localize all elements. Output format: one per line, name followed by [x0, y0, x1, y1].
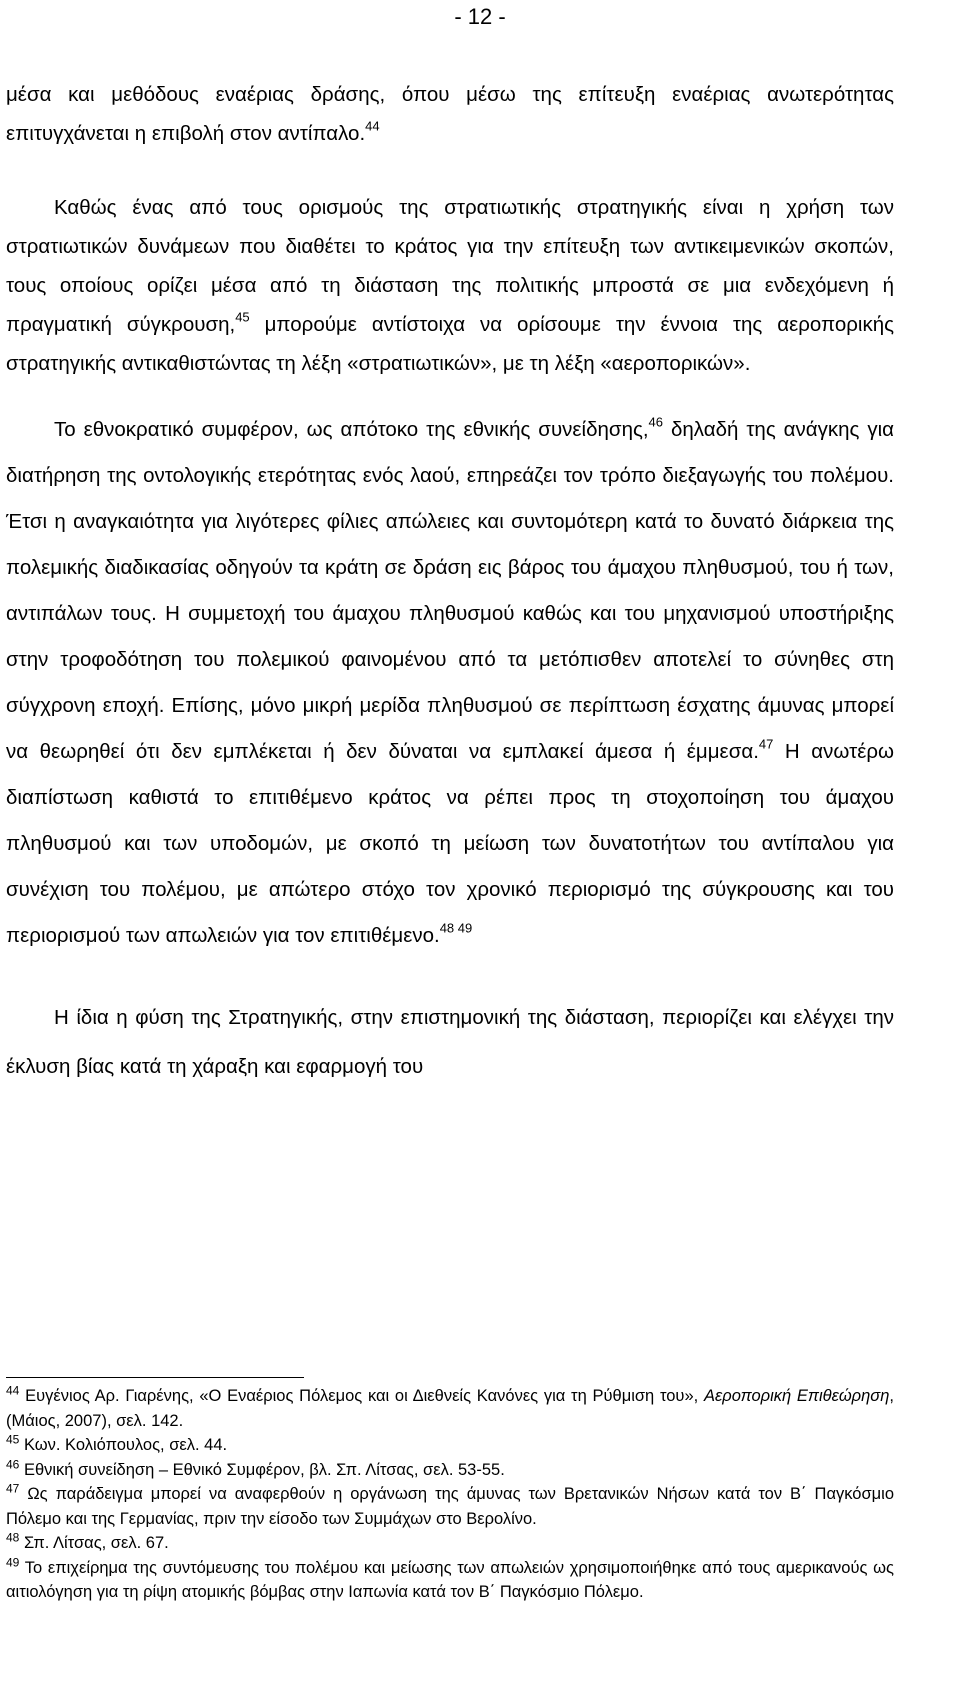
- paragraph-3-text-a: Το εθνοκρατικό συμφέρον, ως απότοκο της εθνικής συνείδησης,: [54, 418, 649, 441]
- paragraph-1: [6, 75, 894, 153]
- footnote-45: [6, 1433, 894, 1458]
- paragraph-2-text-a: Καθώς ένας από τους ορισμούς της στρατιωτικής στρατηγικής είναι η χρήση των στρατιωτικών δυνάμεων που διαθέτει το κράτος για την επίτευξη των αντικειμενικών σκοπών, τους οποίους ορίζει μέσα από τη διάσταση της πολιτικής μπροστά σε μια ενδεχόμενη ή πραγματική σύγκρουση,: [6, 196, 894, 336]
- footnote-text: , (Μάιος, 2007), σελ. 142.: [6, 1387, 894, 1430]
- footnote-text: Σπ. Λίτσας, σελ. 67.: [19, 1534, 169, 1552]
- footnote-ref-48-49[interactable]: 48 49: [439, 920, 473, 936]
- paragraph-3-text-c: Η ανωτέρω διαπίστωση καθιστά το επιτιθέμενο κράτος να ρέπει προς τη στοχοποίηση του άμαχου πληθυσμού και των υποδομών, με σκοπό τη μείωση των δυνατοτήτων του αντίπαλου για συνέχιση του πολέμου, με απώτερο στόχο τον χρονικό περιορισμό της σύγκρουσης και του περιορισμού των απωλειών για τον επιτιθέμενο.: [6, 740, 894, 947]
- footnote-number: 47: [6, 1481, 20, 1496]
- footnote-49: [6, 1556, 894, 1605]
- paragraph-4: [6, 993, 894, 1091]
- paragraph-4-text: Η ίδια η φύση της Στρατηγικής, στην επιστημονική της διάσταση, περιορίζει και ελέγχει την έκλυση βίας κατά τη χάραξη και εφαρμογή του: [6, 1006, 894, 1078]
- footnote-ref-45[interactable]: 45: [235, 309, 250, 325]
- footnote-46: [6, 1458, 894, 1483]
- footnote-text: Το επιχείρημα της συντόμευσης του πολέμου και μείωσης των απωλειών χρησιμοποιήθηκε από τους αμερικανούς ως αιτιολόγηση για τη ρίψη ατομικής βόμβας στην Ιαπωνία κατά τον Β΄ Παγκόσμιο Πόλεμο.: [6, 1558, 894, 1601]
- page-number: - 12 -: [454, 4, 506, 29]
- footnote-number: 46: [6, 1456, 20, 1471]
- footnote-ref-44[interactable]: 44: [365, 118, 380, 134]
- footnote-italic-title: Αεροπορική Επιθεώρηση: [703, 1387, 890, 1405]
- footnote-text: Ευγένιος Αρ. Γιαρένης, «Ο Εναέριος Πόλεμος και οι Διεθνείς Κανόνες για τη Ρύθμιση του»,: [19, 1387, 699, 1405]
- footnote-separator: [6, 1377, 304, 1378]
- footnote-number: 49: [6, 1554, 20, 1569]
- footnote-44: [6, 1384, 894, 1433]
- footnote-48: [6, 1531, 894, 1556]
- paragraph-2: [6, 188, 894, 383]
- footnote-text: Εθνική συνείδηση – Εθνικό Συμφέρον, βλ. Σπ. Λίτσας, σελ. 53-55.: [19, 1460, 505, 1479]
- body-text: [6, 75, 894, 1091]
- paragraph-1-text: μέσα και μεθόδους εναέριας δράσης, όπου μέσω της επίτευξη εναέριας ανωτερότητας επιτυγχάνεται η επιβολή στον αντίπαλο.: [6, 83, 894, 145]
- footnote-text: Ως παράδειγμα μπορεί να αναφερθούν η οργάνωση της άμυνας των Βρετανικών Νήσων κατά τον Β΄ Παγκόσμιο Πόλεμο και της Γερμανίας, πριν την είσοδο των Συμμάχων στο Βερολίνο.: [6, 1485, 894, 1528]
- footnote-number: 45: [6, 1432, 20, 1447]
- footnote-ref-47[interactable]: 47: [758, 736, 774, 752]
- footnotes: [6, 1384, 894, 1605]
- paragraph-3: [6, 407, 894, 959]
- footnote-ref-46[interactable]: 46: [648, 414, 664, 430]
- paragraph-2-text-b: μπορούμε αντίστοιχα να ορίσουμε την έννοια της αεροπορικής στρατηγικής αντικαθιστώντας τη λέξη «στρατιωτικών», με τη λέξη «αεροπορικών».: [6, 313, 894, 375]
- footnote-47: [6, 1482, 894, 1531]
- footnote-number: 44: [6, 1383, 20, 1398]
- paragraph-3-text-b: δηλαδή της ανάγκης για διατήρηση της οντολογικής ετερότητας ενός λαού, επηρεάζει τον τρόπο διεξαγωγής του πολέμου. Έτσι η αναγκαιότητα για λιγότερες φίλιες απώλειες και συντομότερη κατά το δυνατό διάρκεια της πολεμικής διαδικασίας οδηγούν τα κράτη σε δράση εις βάρος του άμαχου πληθυσμού, του ή των, αντιπάλων τους. Η συμμετοχή του άμαχου πληθυσμού καθώς και του μηχανισμού υποστήριξης στην τροφοδότηση του πολεμικού φαινομένου από τα μετόπισθεν αποτελεί το σύνηθες στη σύγχρονη εποχή. Επίσης, μόνο μικρή μερίδα πληθυσμού σε περίπτωση έσχατης άμυνας μπορεί να θεωρηθεί ότι δεν εμπλέκεται ή δεν δύναται να εμπλακεί άμεσα ή έμμεσα.: [6, 418, 894, 763]
- footnote-text: Κων. Κολιόπουλος, σελ. 44.: [19, 1436, 228, 1454]
- footnote-number: 48: [6, 1530, 20, 1545]
